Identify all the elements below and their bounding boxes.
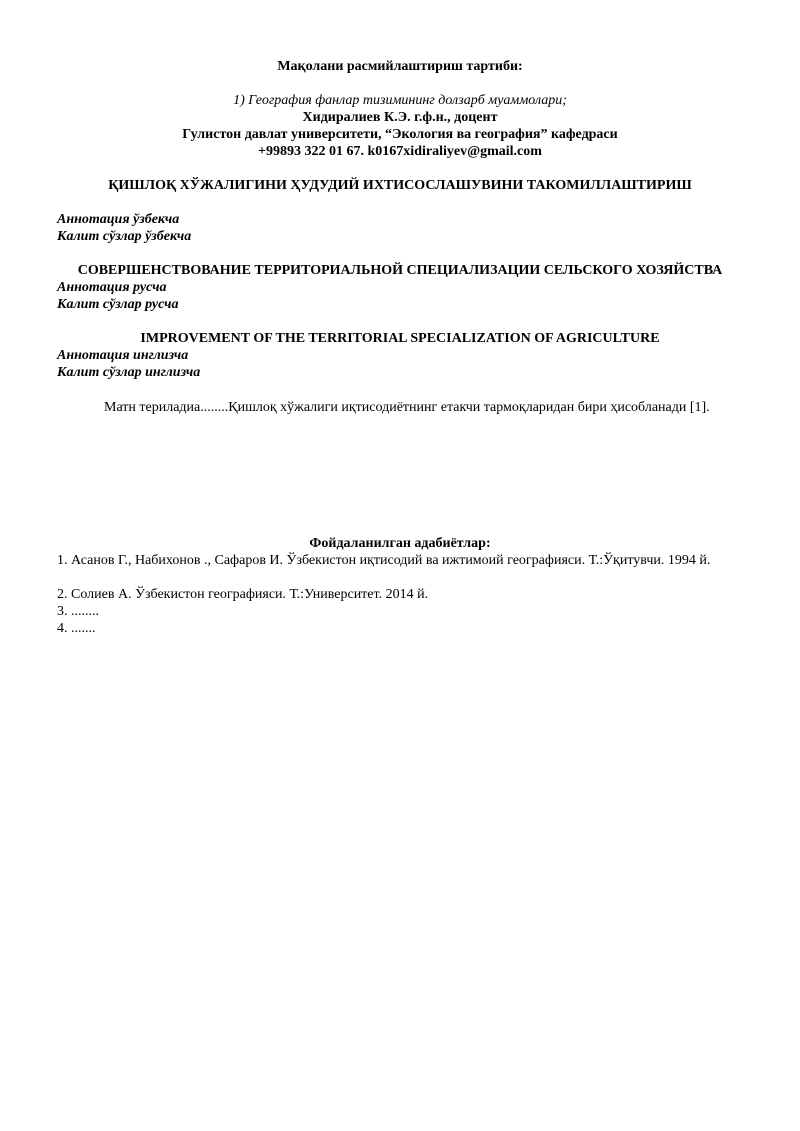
reference-item: 2. Солиев А. Ўзбекистон географияси. Т.:Университет. 2014 й.: [57, 587, 429, 602]
references-heading: Фойдаланилган адабиётлар:: [309, 536, 491, 551]
annotation-english: Аннотация инглизча: [57, 348, 189, 363]
keywords-russian: Калит сўзлар русча: [57, 297, 179, 312]
formatting-title: Мақолани расмийлаштириш тартиби:: [277, 59, 523, 74]
reference-item: 3. ........: [57, 604, 99, 619]
reference-item: 4. .......: [57, 621, 96, 636]
title-english: IMPROVEMENT OF THE TERRITORIAL SPECIALIZATION OF AGRICULTURE: [140, 331, 660, 346]
section-name: 1) География фанлар тизимининг долзарб муаммолари;: [233, 93, 567, 108]
title-russian: СОВЕРШЕНСТВОВАНИЕ ТЕРРИТОРИАЛЬНОЙ СПЕЦИАЛИЗАЦИИ СЕЛЬСКОГО ХОЗЯЙСТВА: [77, 263, 723, 278]
annotation-russian: Аннотация русча: [57, 280, 167, 295]
document-page: [57, 0, 743, 1131]
author-name: Хидиралиев К.Э. г.ф.н., доцент: [302, 110, 498, 125]
annotation-uzbek: Аннотация ўзбекча: [57, 212, 180, 227]
title-uzbek: ҚИШЛОҚ ХЎЖАЛИГИНИ ҲУДУДИЙ ИХТИСОСЛАШУВИНИ ТАКОМИЛЛАШТИРИШ: [108, 178, 692, 193]
keywords-uzbek: Калит сўзлар ўзбекча: [57, 229, 192, 244]
reference-item: 1. Асанов Г., Набихонов ., Сафаров И. Ўзбекистон иқтисодий ва ижтимоий географияси. Т.:Ўқитувчи. 1994 й.: [57, 553, 711, 568]
affiliation: Гулистон давлат университети, “Экология ва география” кафедраси: [182, 127, 618, 142]
keywords-english: Калит сўзлар инглизча: [57, 365, 201, 380]
body-text: Матн териладиa........Қишлоқ хўжалиги иқтисодиётнинг етакчи тармоқларидан бири ҳисобланади [1].: [104, 400, 710, 415]
contact-info: +99893 322 01 67. k0167xidiraliyev@gmail.com: [258, 144, 542, 159]
